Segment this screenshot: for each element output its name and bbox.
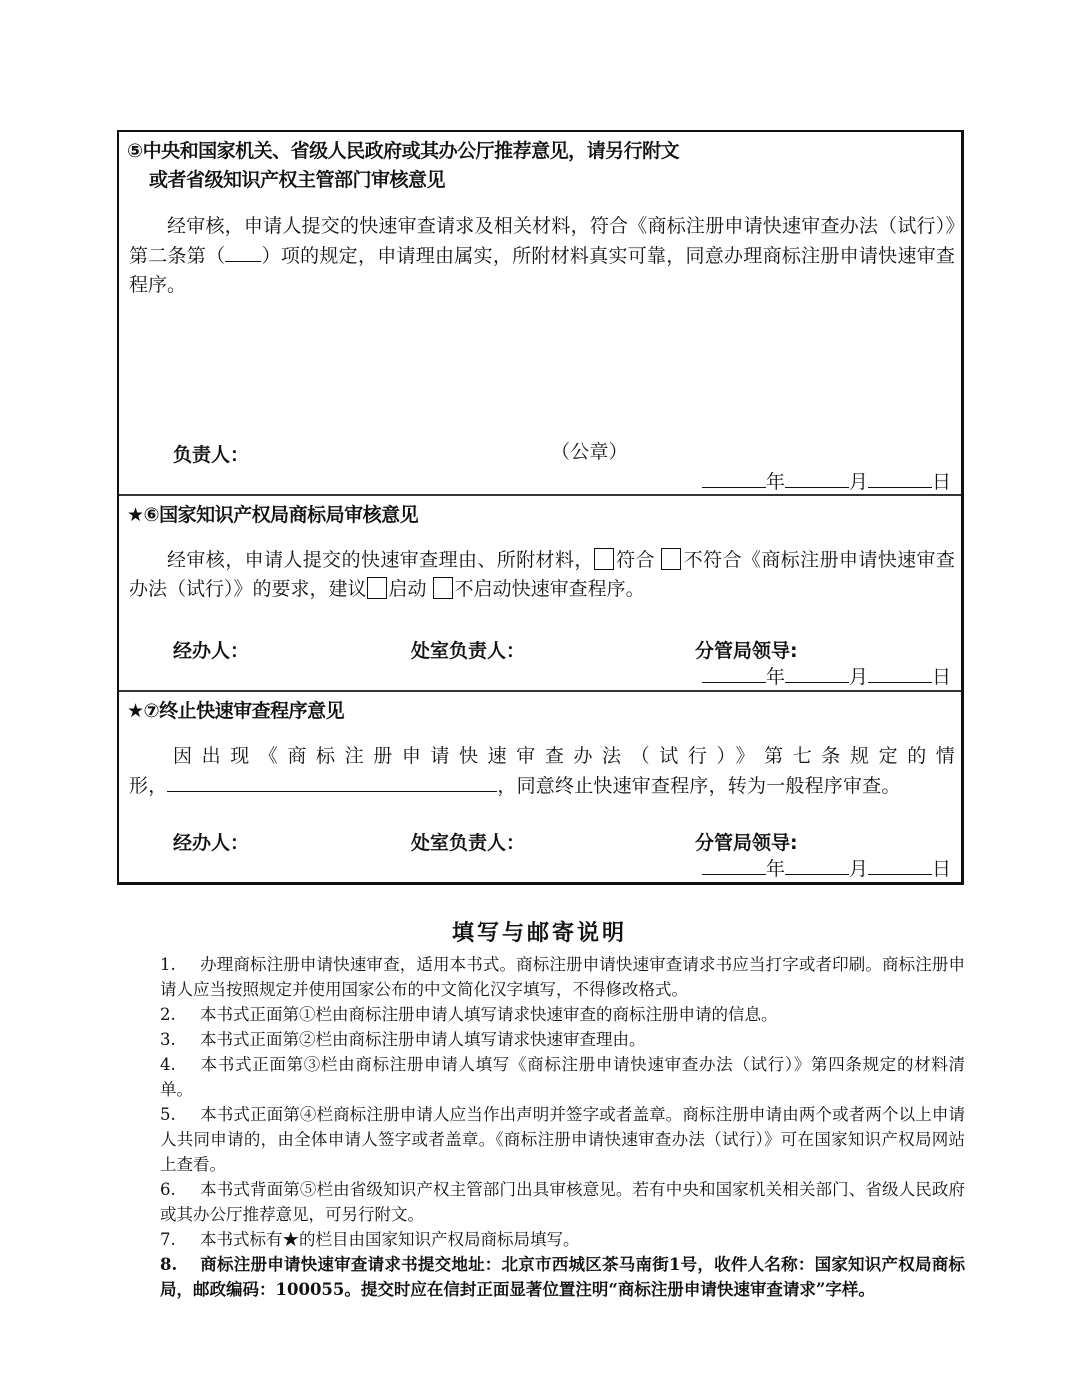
- termination-reason-field[interactable]: [167, 771, 497, 792]
- section7-heading: ★⑦终止快速审查程序意见: [127, 700, 345, 722]
- item-number: 1.: [160, 955, 176, 974]
- instruction-item: [160, 1052, 965, 1102]
- not-start-label: 不启动快速审查程序。: [454, 578, 645, 600]
- item-text: 办理商标注册申请快速审查，适用本书式。商标注册申请快速审查请求书应当打字或者印刷。商标注册申请人应当按照规定并使用国家公布的中文简化汉字填写，不得修改格式。: [160, 955, 965, 999]
- bureau-leader-label: 分管局领导:: [695, 832, 798, 854]
- section7-para-line2: [129, 771, 901, 801]
- month-label: 月: [848, 858, 868, 880]
- instruction-item: [160, 952, 965, 1002]
- day-label: 日: [931, 666, 951, 688]
- review-form-table: [117, 130, 964, 885]
- year-field[interactable]: [702, 467, 766, 488]
- instructions-list: [160, 952, 965, 1302]
- handler-label: 经办人：: [173, 640, 250, 662]
- not-conform-checkbox[interactable]: [661, 548, 681, 570]
- month-label: 月: [848, 471, 868, 493]
- item-text: 本书式正面第④栏商标注册申请人应当作出声明并签字或者盖章。商标注册申请由两个或者两个以上申请人共同申请的，由全体申请人签字或者盖章。《商标注册申请快速审查办法（试行）》可在国家知识产权局网站上查看。: [160, 1105, 965, 1174]
- section5-paragraph: [129, 212, 955, 300]
- item-text: 商标注册申请快速审查请求书提交地址：北京市西城区茶马南街1号，收件人名称：国家知识产权局商标局，邮政编码：100055。提交时应在信封正面显著位置注明“商标注册申请快速审查请求”字样。: [160, 1255, 965, 1299]
- section6-date-row: [702, 662, 951, 689]
- not-conform-label: 不符合: [683, 549, 742, 571]
- year-label: 年: [765, 471, 785, 493]
- item-number: 7.: [160, 1230, 176, 1249]
- day-label: 日: [931, 471, 951, 493]
- item-text: 本书式正面第③栏由商标注册申请人填写《商标注册申请快速审查办法（试行）》第四条规定的材料清单。: [160, 1055, 965, 1099]
- section6-paragraph: [129, 546, 955, 604]
- item-text: 本书式正面第①栏由商标注册申请人填写请求快速审查的商标注册申请的信息。: [200, 1005, 778, 1024]
- office-head-label: 处室负责人：: [411, 640, 526, 662]
- start-label: 启动: [388, 578, 427, 600]
- item-text: 本书式背面第⑤栏由省级知识产权主管部门出具审核意见。若有中央和国家机关相关部门、省级人民政府或其办公厅推荐意见，可另行附文。: [160, 1180, 965, 1224]
- item-number-field[interactable]: [225, 241, 261, 262]
- day-field[interactable]: [868, 854, 932, 875]
- instructions-title: 填写与邮寄说明: [451, 921, 627, 946]
- month-field[interactable]: [785, 854, 849, 875]
- year-field[interactable]: [702, 854, 766, 875]
- instruction-item: [160, 1027, 965, 1052]
- item-number: 4.: [160, 1055, 176, 1074]
- section5-para-part1: 经审核，申请人提交的快速审查请求及相关材料，符合《商标注册申请快速审查办法（试行）》第二条第（: [129, 215, 955, 267]
- item-number: 6.: [160, 1180, 176, 1199]
- instruction-item: [160, 1252, 965, 1302]
- item-number: 8.: [160, 1255, 178, 1274]
- section6-para-part2: 《商标注册申请快速审查办法（试行）》的要求，建议: [129, 549, 955, 600]
- handler-label: 经办人：: [173, 832, 250, 854]
- section7-date-row: [702, 854, 951, 881]
- day-label: 日: [931, 858, 951, 880]
- not-start-checkbox[interactable]: [433, 577, 453, 599]
- day-field[interactable]: [868, 662, 932, 683]
- section-trademark-office-review: [119, 494, 961, 690]
- item-text: 本书式正面第②栏由商标注册申请人填写请求快速审查理由。: [200, 1030, 646, 1049]
- month-label: 月: [848, 666, 868, 688]
- item-text: 本书式标有★的栏目由国家知识产权局商标局填写。: [200, 1230, 580, 1249]
- office-head-label: 处室负责人：: [411, 832, 526, 854]
- official-seal-label: （公章）: [551, 441, 628, 463]
- year-label: 年: [765, 666, 785, 688]
- section5-date-row: [702, 467, 951, 494]
- section-provincial-review: [119, 132, 961, 494]
- instruction-item: [160, 1102, 965, 1177]
- day-field[interactable]: [868, 467, 932, 488]
- instruction-item: [160, 1177, 965, 1227]
- start-checkbox[interactable]: [367, 577, 387, 599]
- conform-label: 符合: [615, 549, 655, 571]
- item-number: 2.: [160, 1005, 176, 1024]
- instruction-item: [160, 1227, 965, 1252]
- section6-heading: ★⑥国家知识产权局商标局审核意见: [127, 504, 419, 526]
- section6-para-part1: 经审核，申请人提交的快速审查理由、所附材料，: [167, 549, 594, 571]
- responsible-person-label: 负责人：: [173, 444, 250, 466]
- section7-para-line1: 因出现《商标注册申请快速审查办法（试行）》第七条规定的情: [173, 745, 955, 767]
- year-label: 年: [765, 858, 785, 880]
- year-field[interactable]: [702, 662, 766, 683]
- section7-line2-prefix: 形，: [129, 775, 168, 797]
- conform-checkbox[interactable]: [594, 548, 614, 570]
- bureau-leader-label: 分管局领导:: [695, 640, 798, 662]
- section5-heading-line1: ⑤中央和国家机关、省级人民政府或其办公厅推荐意见，请另行附文: [127, 140, 680, 162]
- item-number: 3.: [160, 1030, 176, 1049]
- month-field[interactable]: [785, 662, 849, 683]
- section5-heading-line2: 或者省级知识产权主管部门审核意见: [149, 169, 446, 191]
- section7-line2-suffix: ，同意终止快速审查程序，转为一般程序审查。: [497, 775, 901, 797]
- month-field[interactable]: [785, 467, 849, 488]
- section5-para-part2: ）项的规定，申请理由属实，所附材料真实可靠，同意办理商标注册申请快速审查程序。: [129, 245, 955, 296]
- instruction-item: [160, 1002, 965, 1027]
- item-number: 5.: [160, 1105, 176, 1124]
- section-terminate-review: [119, 690, 961, 882]
